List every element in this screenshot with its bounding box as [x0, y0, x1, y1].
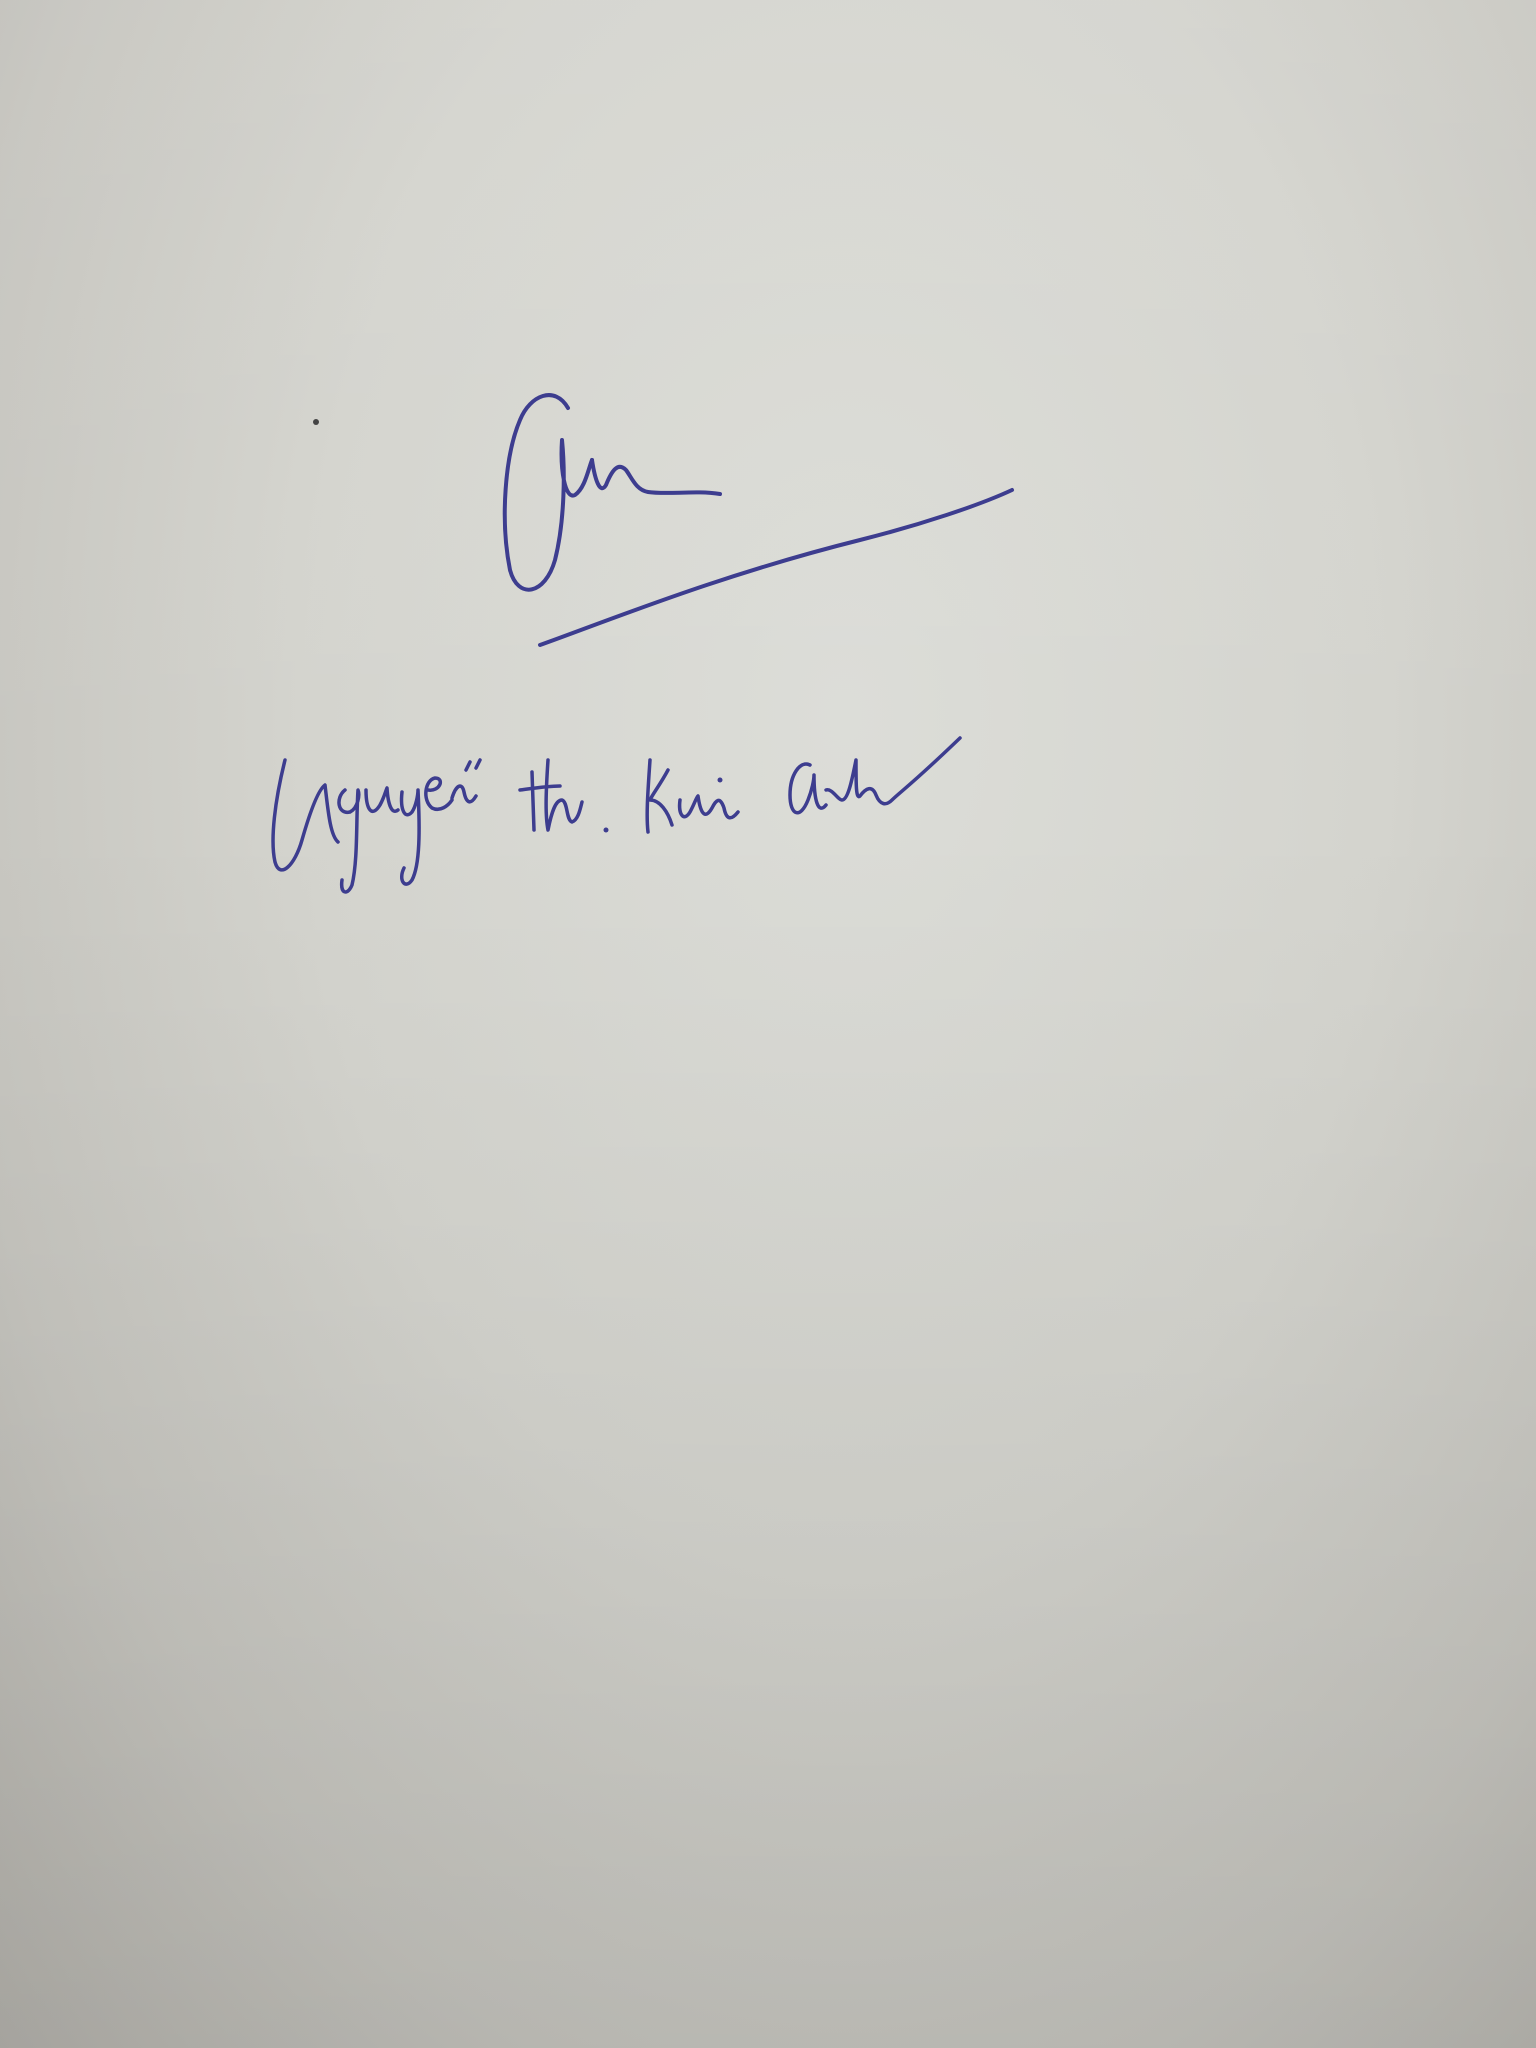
- handwritten-signature: [505, 395, 1012, 645]
- ink-speck: [313, 419, 319, 425]
- handwritten-name: [273, 738, 960, 892]
